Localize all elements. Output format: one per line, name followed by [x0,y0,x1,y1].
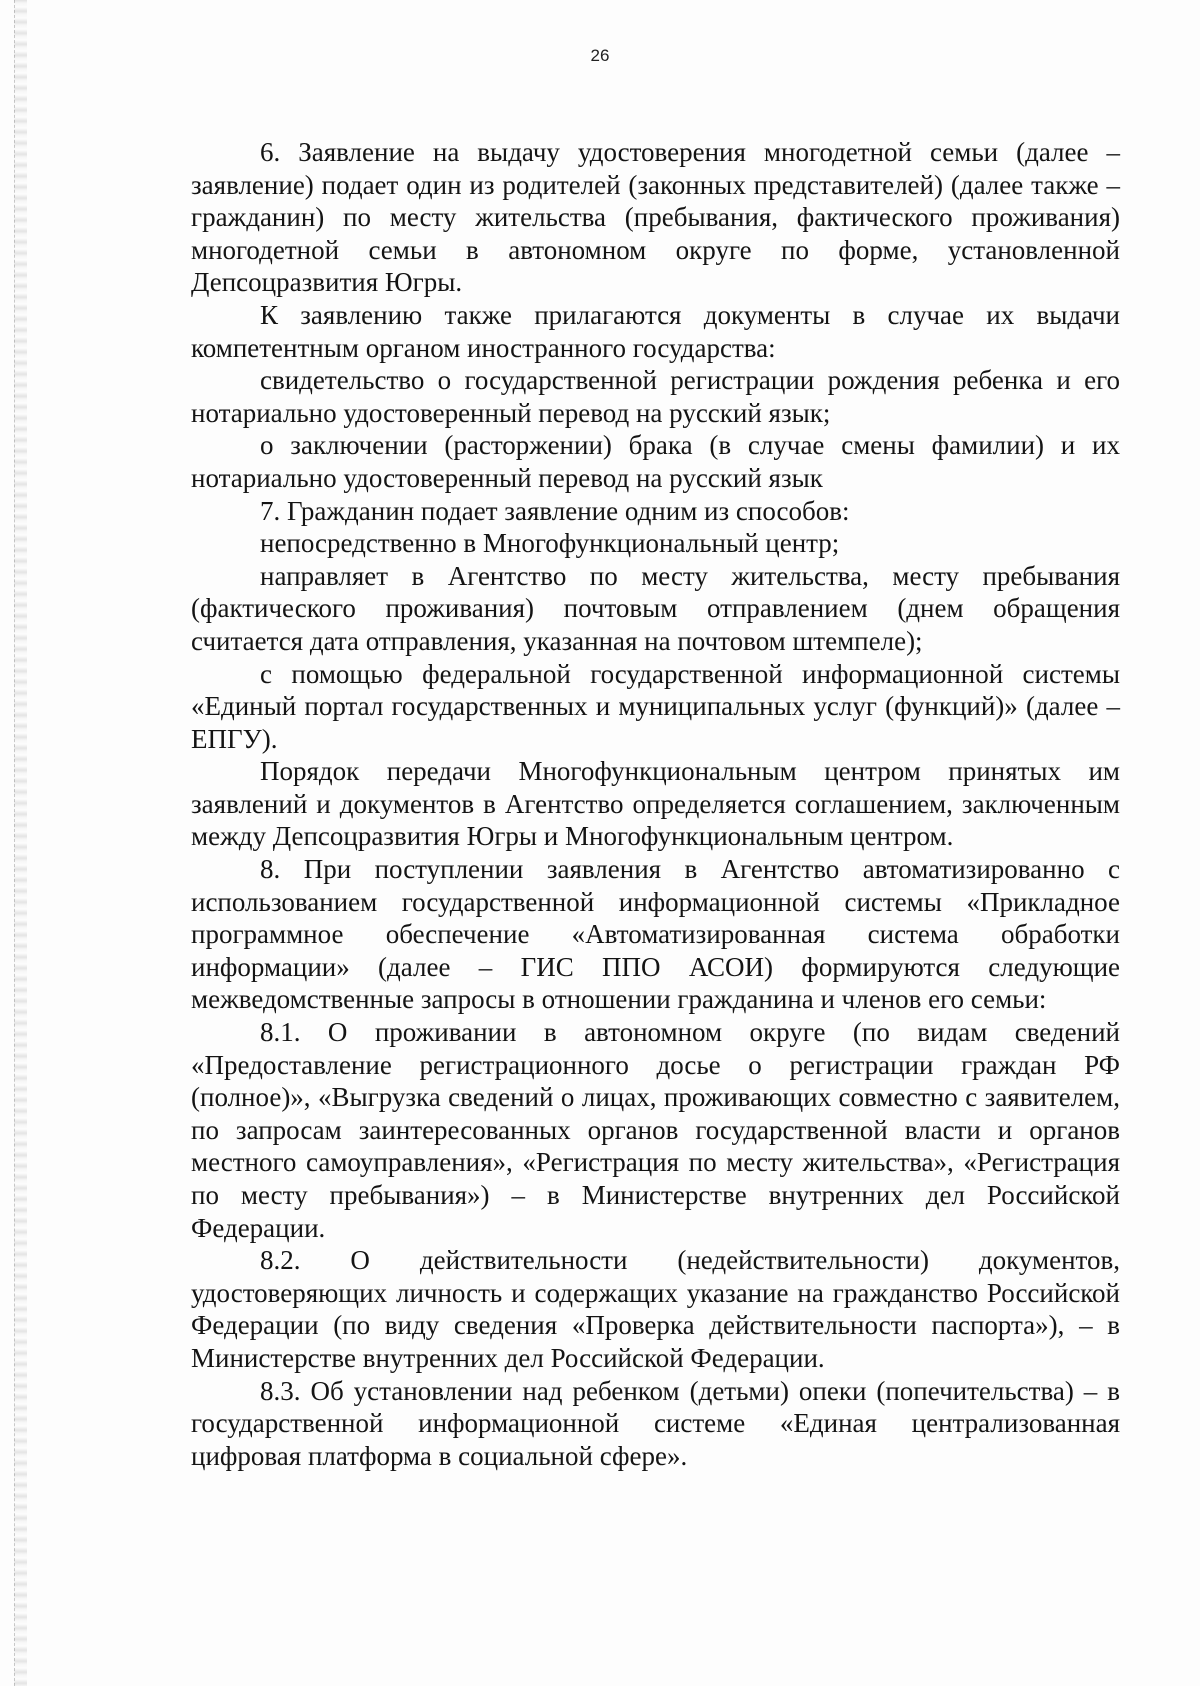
paragraph-8: 8. При поступлении заявления в Агентство автоматизированно с использованием государственной информационной системы «Прикладное программное обеспечение «Автоматизированная система обработки информации» (далее – ГИС ППО АСОИ) формируются следующие межведомственные запросы в отношении гражданина и членов его семьи: [191,854,1120,1015]
document-body [191,136,1120,1472]
paragraph-8-1: 8.1. О проживании в автономном округе (по видам сведений «Предоставление регистрационного досье о регистрации граждан РФ (полное)», «Выгрузка сведений о лицах, проживающих совместно с заявителем, по запросам заинтересованных органов государственной власти и органов местного самоуправления», «Регистрация по месту жительства», «Регистрация по месту пребывания») – в Министерстве внутренних дел Российской Федерации. [191,1017,1120,1243]
paragraph-mfc-transfer: Порядок передачи Многофункциональным центром принятых им заявлений и документов в Агентство определяется соглашением, заключенным между Депсоцразвития Югры и Многофункциональным центром. [191,756,1120,852]
paragraph-mfc-direct: непосредственно в Многофункциональный центр; [260,528,840,559]
scan-binding-edge [14,0,27,1686]
paragraph-postal: направляет в Агентство по месту жительства, месту пребывания (фактического проживания) почтовым отправлением (днем обращения считается дата отправления, указанная на почтовом штемпеле); [191,560,1120,656]
paragraph-attachments-intro: К заявлению также прилагаются документы в случае их выдачи компетентным органом иностранного государства: [191,299,1120,363]
paragraph-8-2: 8.2. О действительности (недействительности) документов, удостоверяющих личность и содержащих указание на гражданство Российской Федерации (по виду сведения «Проверка действительности паспорта»), – в Министерстве внутренних дел Российской Федерации. [191,1245,1120,1373]
paragraph-epgu: с помощью федеральной государственной информационной системы «Единый портал государственных и муниципальных услуг (функций)» (далее – ЕПГУ). [191,658,1120,754]
paragraph-birth-certificate: свидетельство о государственной регистрации рождения ребенка и его нотариально удостоверенный перевод на русский язык; [191,365,1120,428]
paragraph-6: 6. Заявление на выдачу удостоверения многодетной семьи (далее – заявление) подает один из родителей (законных представителей) (далее также – гражданин) по месту жительства (пребывания, фактического проживания) многодетной семьи в автономном округе по форме, установленной Депсоцразвития Югры. [191,137,1120,298]
paragraph-8-3: 8.3. Об установлении над ребенком (детьми) опеки (попечительства) – в государственной информационной системе «Единая централизованная цифровая платформа в социальной сфере». [191,1375,1120,1471]
page-number: 26 [590,46,610,65]
paragraph-marriage-certificate: о заключении (расторжении) брака (в случае смены фамилии) и их нотариально удостоверенный перевод на русский язык [191,430,1120,493]
paragraph-7: 7. Гражданин подает заявление одним из способов: [260,495,850,526]
